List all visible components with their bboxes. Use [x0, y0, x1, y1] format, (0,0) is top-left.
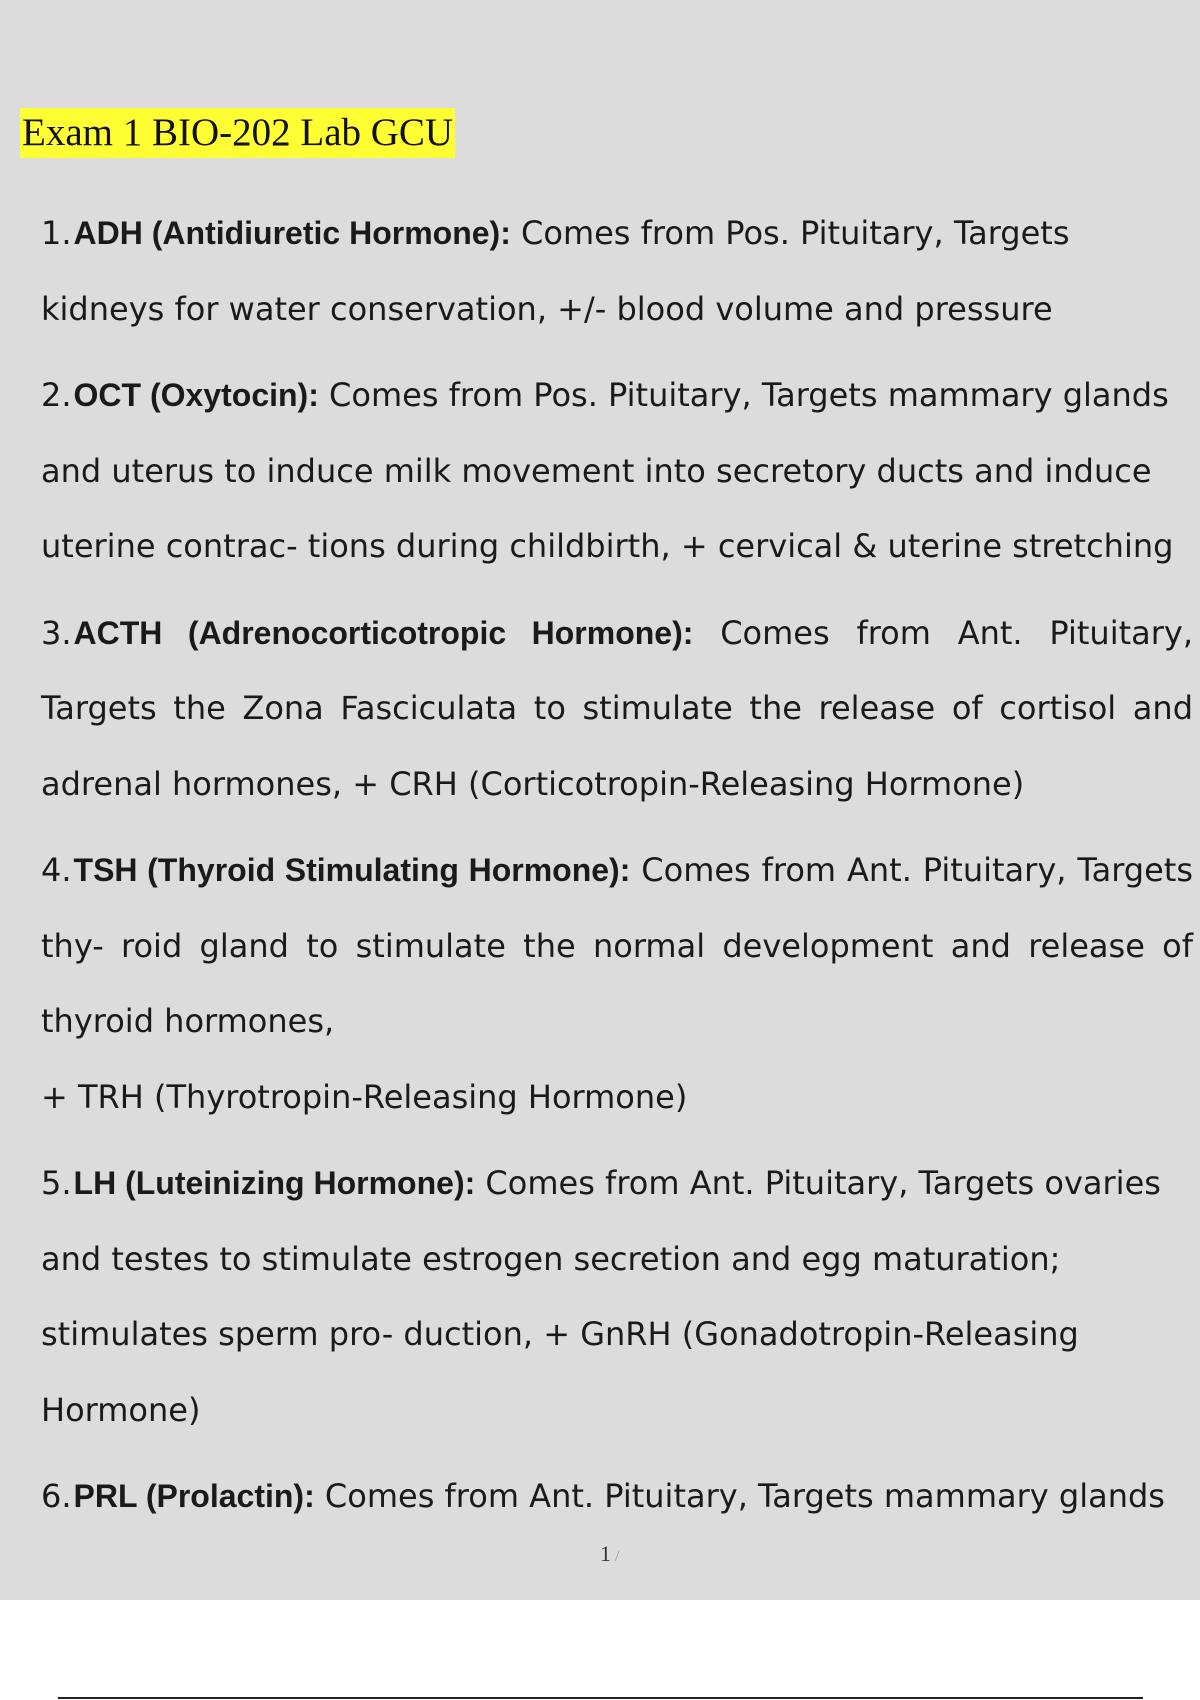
- item-number: 6.: [41, 1477, 72, 1515]
- footer-divider: [58, 1697, 1143, 1699]
- document-title: Exam 1 BIO-202 Lab GCU: [20, 108, 455, 158]
- item-term: TSH (Thyroid Stimulating Hormone):: [73, 852, 631, 888]
- page-number-value: 1: [600, 1541, 611, 1566]
- item-text: Comes from Pos. Pituitary, Targets mammary glands and uterus to induce milk movement into secretory ducts and induce uterine contrac- tions during childbirth, + cervical & uterine stretching: [41, 376, 1174, 565]
- item-term: ACTH (Adrenocorticotropic Hormone):: [73, 614, 694, 651]
- item-text: Comes from Ant. Pituitary, Targets the Zona Fasciculata to stimulate the release of cortisol and adrenal hormones, + CRH (Corticotropin-Releasing Hormone): [41, 613, 1194, 803]
- page-number-suffix: /: [615, 1548, 620, 1565]
- item-text: Comes from Pos. Pituitary, Targets kidneys for water conservation, +/- blood volume and pressure: [41, 214, 1070, 328]
- list-item: [41, 596, 1193, 823]
- item-term: LH (Luteinizing Hormone):: [73, 1165, 476, 1201]
- list-item: [41, 833, 1193, 1135]
- list-item: [41, 196, 1193, 347]
- item-text: Comes from Ant. Pituitary, Targets ovaries and testes to stimulate estrogen secretion and egg maturation; stimulates sperm pro- duction, + GnRH (Gonadotropin-Releasing Hormone): [41, 1164, 1161, 1429]
- item-text: Comes from Ant. Pituitary, Targets mammary glands: [314, 1477, 1165, 1515]
- item-term: PRL (Prolactin):: [73, 1478, 315, 1514]
- hormone-list: [41, 196, 1193, 1546]
- item-number: 5.: [41, 1164, 72, 1202]
- list-item: [41, 1146, 1193, 1448]
- page-number: [600, 1541, 619, 1567]
- item-term: ADH (Antidiuretic Hormone):: [73, 215, 511, 251]
- item-term: OCT (Oxytocin):: [73, 377, 319, 413]
- item-number: 3.: [41, 613, 72, 652]
- list-item: [41, 358, 1193, 585]
- item-number: 4.: [41, 851, 72, 889]
- item-number: 2.: [41, 376, 72, 414]
- item-body: [41, 833, 1193, 1060]
- item-extra-text: + TRH (Thyrotropin-Releasing Hormone): [41, 1077, 688, 1116]
- item-number: 1.: [41, 214, 72, 252]
- item-text: Comes from Ant. Pituitary, Targets thy- roid gland to stimulate the normal development and release of thyroid hormones,: [41, 851, 1194, 1040]
- list-item: [41, 1459, 1193, 1535]
